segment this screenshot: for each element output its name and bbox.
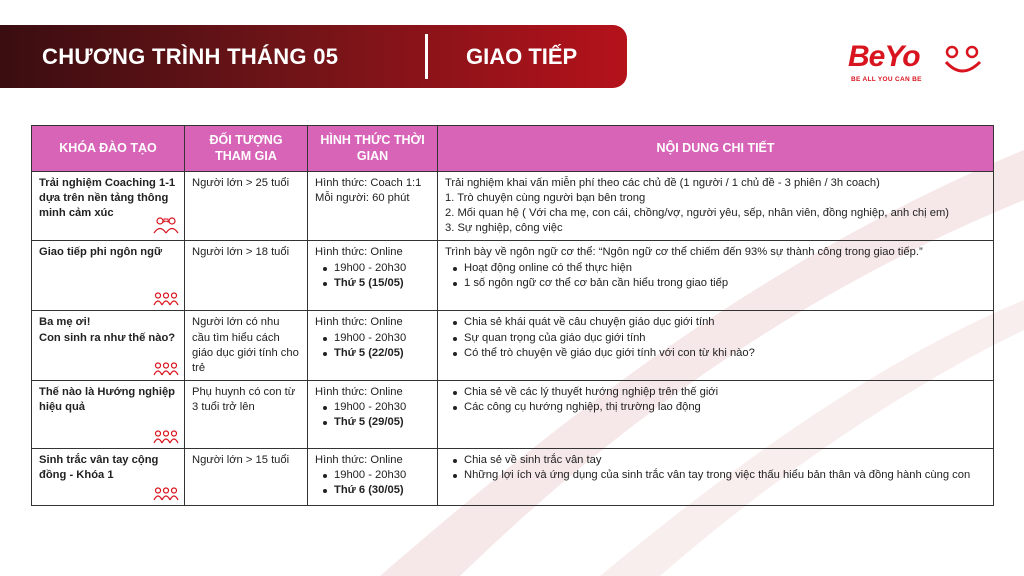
content-intro: Trình bày về ngôn ngữ cơ thể: “Ngôn ngữ cơ thể chiếm đến 93% sự thành công trong giao tiếp.” [445,246,923,259]
audience-cell: Người lớn > 25 tuổi [185,172,308,241]
table-row [32,380,994,448]
schedule-list [315,468,430,498]
content-bullet: Sự quan trọng của giáo dục giới tính [445,331,986,346]
content-cell [438,380,994,448]
content-bullet: Chia sẻ về các lý thuyết hướng nghiệp trên thế giới [445,385,986,400]
audience-cell: Phụ huynh có con từ 3 tuổi trở lên [185,380,308,448]
content-cell [438,311,994,380]
table-row [32,241,994,311]
audience-cell: Người lớn > 15 tuổi [185,448,308,505]
course-cell [32,448,185,505]
schedule-time: 19h00 - 20h30 [315,468,430,483]
table-row [32,448,994,505]
content-bullet: Những lợi ích và ứng dụng của sinh trắc vân tay trong việc thấu hiểu bản thân và đồng hành cùng con [445,468,986,483]
schedule-day: Thứ 5 (22/05) [315,346,430,361]
format-cell [308,241,438,311]
format-cell [308,380,438,448]
format-type: Hình thức: Online [315,453,403,466]
content-bullet: Chia sẻ khái quát về câu chuyện giáo dục giới tính [445,315,986,330]
audience-cell: Người lớn có nhu cầu tìm hiểu cách giáo dục giới tính cho trẻ [185,311,308,380]
content-list [445,385,986,415]
format-type: Hình thức: Online [315,385,403,398]
content-line: 3. Sự nghiệp, công việc [445,222,563,235]
course-name: Giao tiếp phi ngôn ngữ [39,246,163,259]
format-cell [308,172,438,241]
group-people-icon [153,362,179,376]
format-type: Hình thức: Online [315,316,403,329]
page-subtitle: GIAO TIẾP [466,44,578,69]
header-banner [0,25,627,88]
table-header-row [32,126,994,172]
content-line: 1. Trò chuyện cùng người bạn bên trong [445,192,646,205]
course-name-line-2: Con sinh ra như thế nào? [39,331,176,344]
course-cell [32,241,185,311]
content-line: Trải nghiệm khai vấn miễn phí theo các chủ đề (1 người / 1 chủ đề - 3 phiên / 3h coach) [445,177,880,189]
format-type: Hình thức: Coach 1:1 [315,177,422,189]
content-bullet: 1 số ngôn ngữ cơ thể cơ bản cần hiểu trong giao tiếp [445,276,986,291]
course-name: Sinh trắc vân tay cộng đồng - Khóa 1 [39,453,159,481]
content-line: 2. Mối quan hệ ( Với cha mẹ, con cái, chồng/vợ, người yêu, sếp, nhân viên, đồng nghiệp, anh chị em) [445,207,950,220]
course-name [39,315,177,345]
format-cell [308,448,438,505]
schedule-time: 19h00 - 20h30 [315,400,430,415]
beyo-logo [848,40,988,86]
content-list [445,453,986,483]
format-cell [308,311,438,380]
smiley-face-icon [942,42,988,82]
course-cell [32,380,185,448]
content-cell [438,448,994,505]
schedule-day: Thứ 6 (30/05) [315,483,430,498]
logo-tagline: BE ALL YOU CAN BE [851,76,922,83]
course-cell [32,172,185,241]
content-list [445,315,986,360]
course-name-line-1: Ba mẹ ơi! [39,316,91,329]
table-row [32,311,994,380]
content-bullet: Có thể trò chuyện về giáo dục giới tính với con từ khi nào? [445,346,986,361]
group-people-icon [153,430,179,444]
content-bullet: Các công cụ hướng nghiệp, thị trường lao động [445,400,986,415]
content-cell [438,241,994,311]
content-cell [438,172,994,241]
group-people-icon [153,487,179,501]
column-header-course: KHÓA ĐÀO TẠO [32,126,185,172]
course-cell [32,311,185,380]
format-type: Hình thức: Online [315,246,403,259]
schedule-list [315,331,430,361]
page-title: CHƯƠNG TRÌNH THÁNG 05 [42,44,339,69]
schedule-list [315,400,430,430]
content-bullet: Chia sẻ về sinh trắc vân tay [445,453,986,468]
schedule-time: 19h00 - 20h30 [315,261,430,276]
audience-cell: Người lớn > 18 tuổi [185,241,308,311]
content-list [445,261,986,291]
schedule-list [315,261,430,291]
course-name: Thế nào là Hướng nghiệp hiệu quả [39,385,176,413]
column-header-format: HÌNH THỨC THỜI GIAN [308,126,438,172]
table-row [32,172,994,241]
format-duration: Mỗi người: 60 phút [315,192,410,205]
header-divider [425,34,428,79]
column-header-audience: ĐỐI TƯỢNG THAM GIA [185,126,308,172]
logo-word: BeYo [848,40,920,73]
schedule-day: Thứ 5 (15/05) [315,276,430,291]
content-bullet: Hoạt động online có thể thực hiện [445,261,986,276]
schedule-day: Thứ 5 (29/05) [315,415,430,430]
schedule-time: 19h00 - 20h30 [315,331,430,346]
course-name: Trải nghiệm Coaching 1-1 dựa trên nền tảng thông minh cảm xúc [39,177,176,220]
column-header-content: NỘI DUNG CHI TIẾT [438,126,994,172]
coaching-people-icon [153,216,179,234]
course-table [31,125,994,506]
group-people-icon [153,292,179,306]
